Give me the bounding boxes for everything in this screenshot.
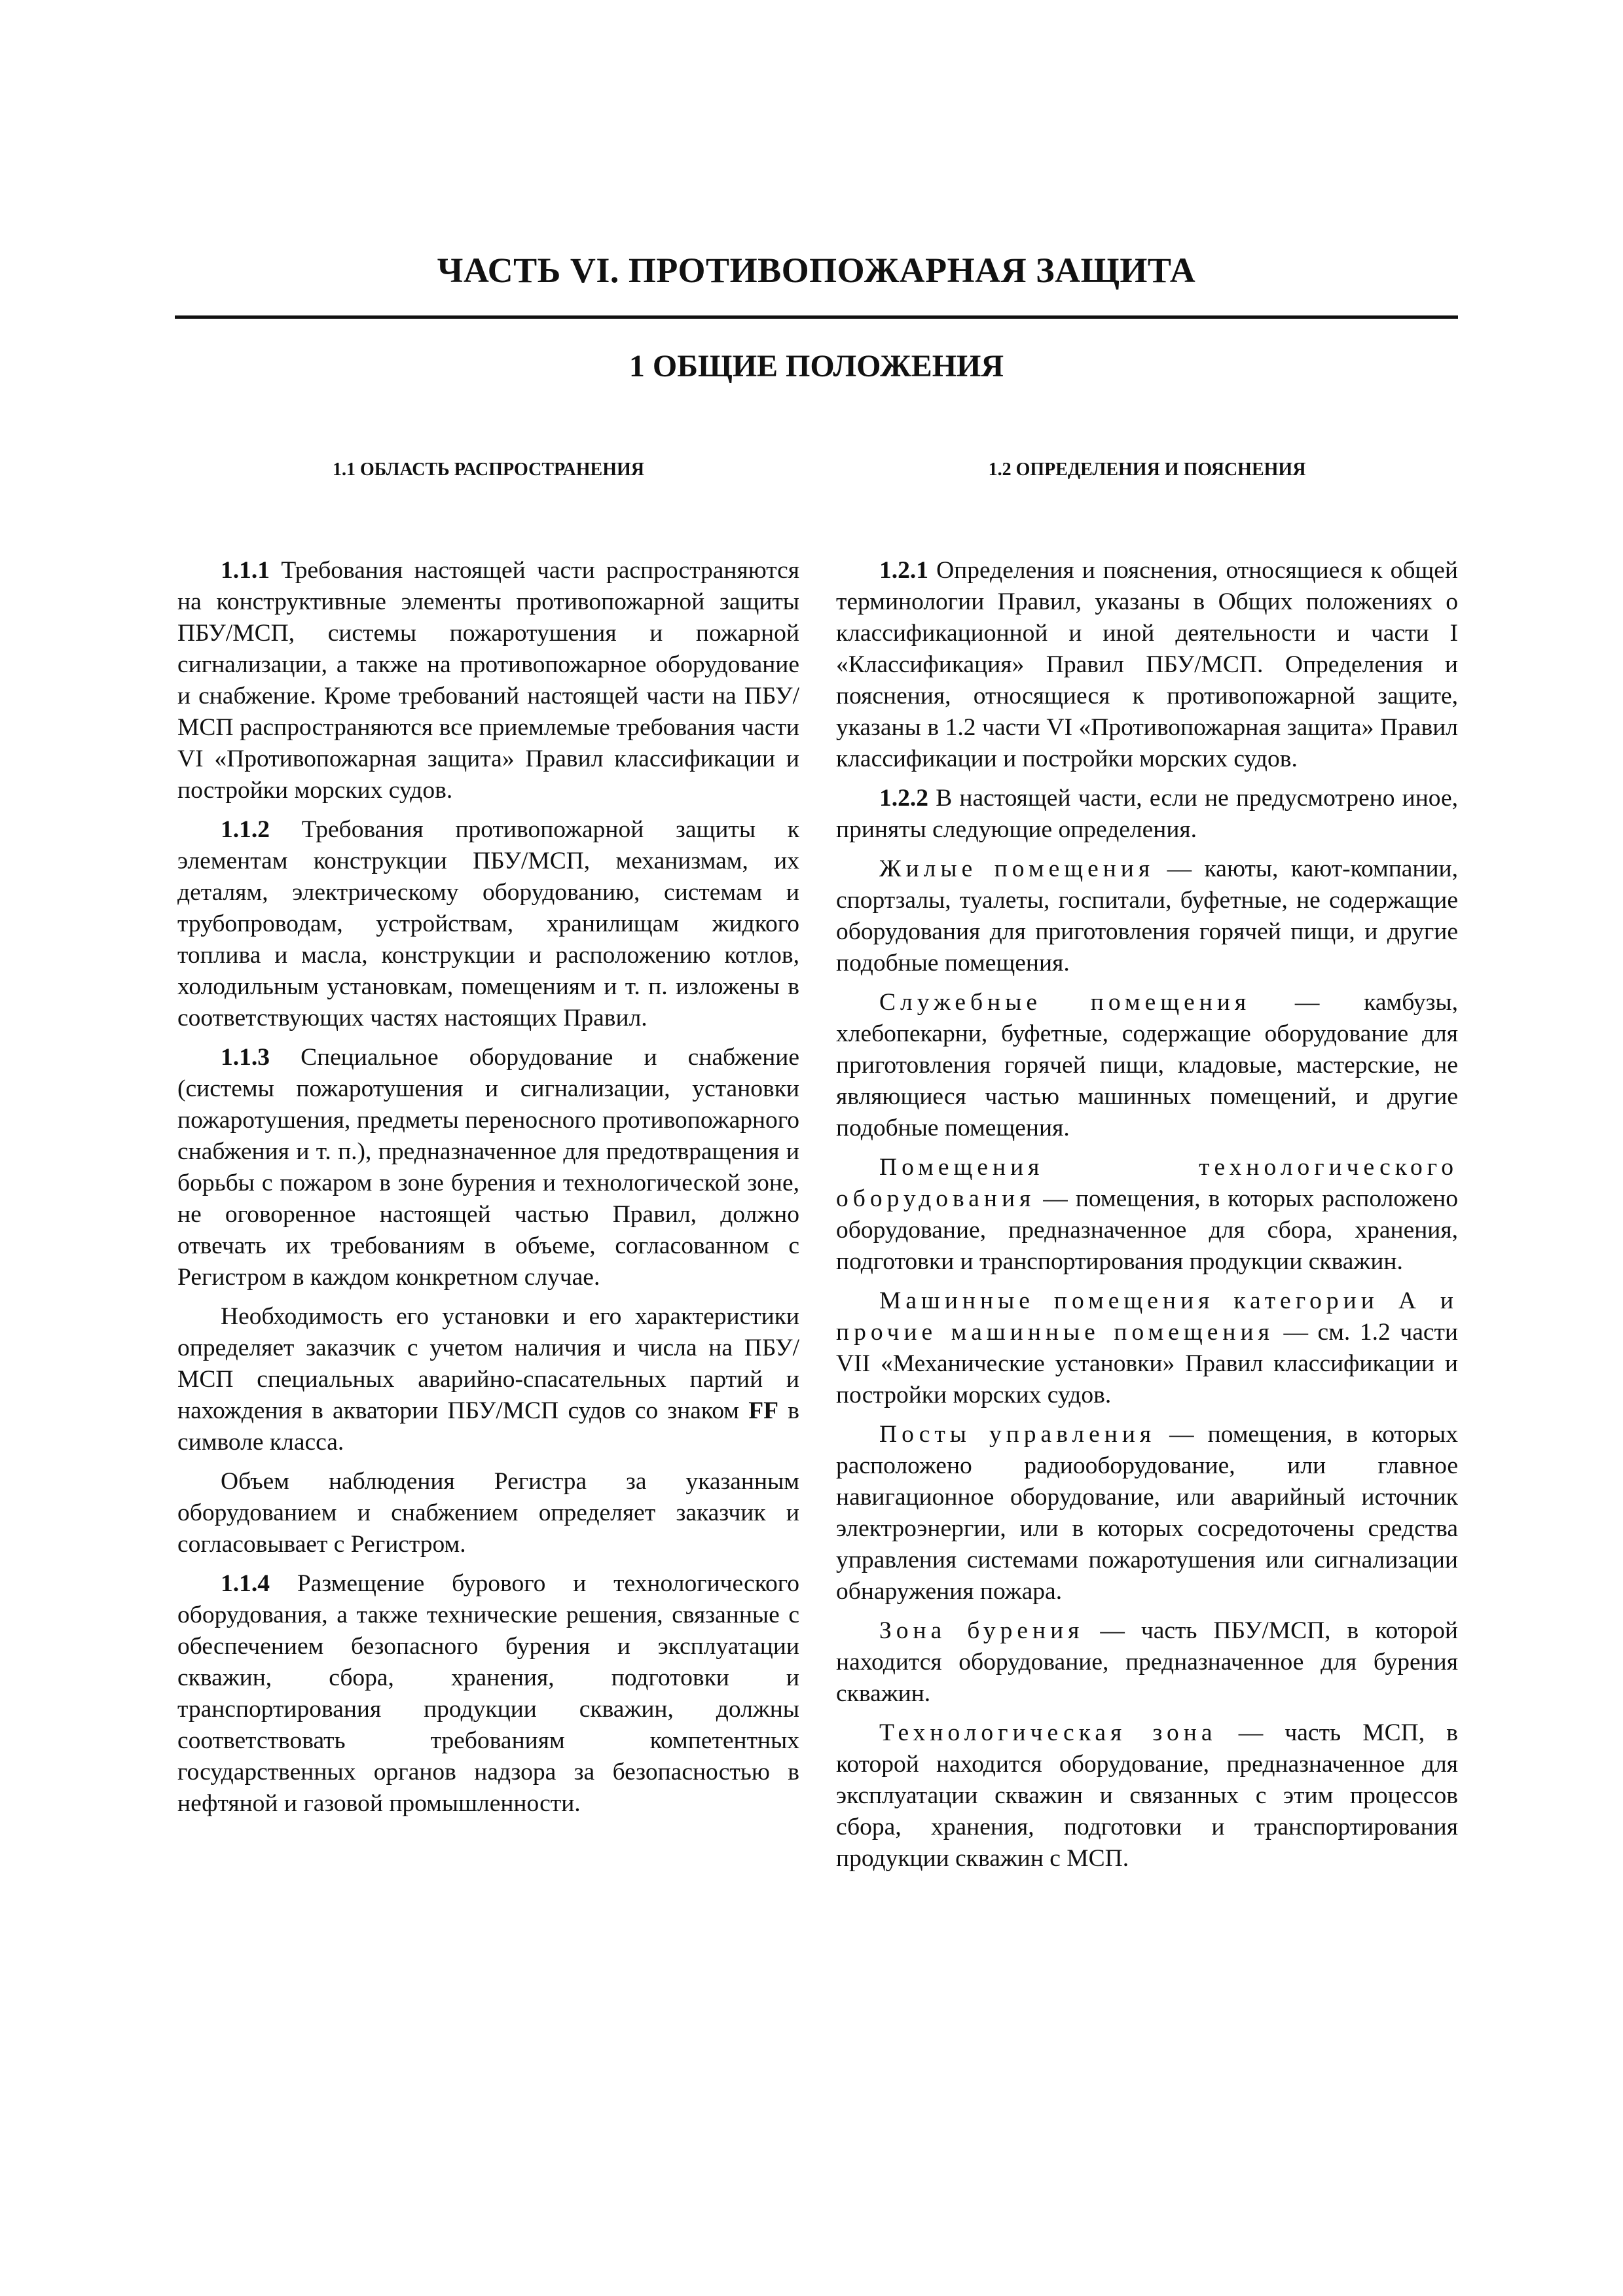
title-rule <box>175 315 1458 319</box>
definition-text: — каюты, кают-компании, спортзалы, туалеты, госпитали, буфетные, не содержащие оборудования для приготовления горячей пищи, и другие подобные помещения. <box>836 855 1459 977</box>
paragraph-text: Специальное оборудование и снабжение (системы пожаротушения и сигнализации, установки пожаротушения, предметы переносного противопожарного снабжения и т. п.), предназначенное для предотвращения и борьбы с пожаром в зоне бурения и технологической зоне, не оговоренное настоящей частью Правил, должно отвечать их требованиям в объеме, согласованном с Регистром в каждом конкретном случае. <box>177 1044 799 1291</box>
clause-number: 1.1.1 <box>221 557 270 584</box>
definition-text: — часть ПБУ/МСП, в которой находится оборудование, предназначенное для бурения скважин. <box>836 1617 1458 1707</box>
definition-term: Помещения технологического оборудования <box>836 1154 1458 1212</box>
definition-text: — помещения, в которых расположено оборудование, предназначенное для сбора, хранения, подготовки и транспортирования продукции скважин. <box>836 1185 1458 1275</box>
definition-term: Жилые помещения <box>879 855 1155 882</box>
paragraph-1-1-3-need <box>177 1301 799 1458</box>
section-heading-1-1: 1.1 ОБЛАСТЬ РАСПРОСТРАНЕНИЯ <box>333 459 644 480</box>
definition-drilling-zone <box>836 1615 1458 1710</box>
definition-process-equipment-spaces <box>836 1152 1458 1278</box>
paragraph-text: В настоящей части, если не предусмотрено иное, приняты следующие определения. <box>836 785 1458 843</box>
paragraph-text: Необходимость его установки и его характеристики определяет заказчик с учетом наличия и числа на ПБУ/МСП специальных аварийно-спасательных партий и нахождения в акватории ПБУ/МСП судов со знаком <box>177 1303 799 1424</box>
paragraph-1-2-2 <box>836 783 1458 846</box>
left-column <box>177 458 799 1827</box>
definition-service-spaces <box>836 987 1458 1144</box>
definition-process-zone <box>836 1717 1458 1874</box>
paragraph-1-1-1 <box>177 555 799 806</box>
paragraph-1-1-4 <box>177 1568 799 1820</box>
clause-number: 1.1.2 <box>221 816 270 843</box>
definition-term: Служебные помещения <box>879 989 1251 1016</box>
definition-term: Технологическая зона <box>879 1719 1217 1746</box>
clause-number: 1.1.4 <box>221 1570 270 1597</box>
paragraph-text: Определения и пояснения, относящиеся к общей терминологии Правил, указаны в Общих положениях о классификационной и иной деятельности и части I «Классификация» Правил ПБУ/МСП. Определения и пояснения, относящиеся к противопожарной защите, указаны в 1.2 части VI «Противопожарная защита» Правил классификации и постройки морских судов. <box>836 557 1458 772</box>
clause-number: 1.2.2 <box>879 785 928 812</box>
definition-control-stations <box>836 1419 1458 1607</box>
clause-number: 1.1.3 <box>221 1044 270 1071</box>
paragraph-text: Требования противопожарной защиты к элементам конструкции ПБУ/МСП, механизмам, их деталям, электрическому оборудованию, системам и трубопроводам, устройствам, хранилищам жидкого топлива и масла, конструкции и расположению котлов, холодильным установкам, помещениям и т. п. изложены в соответствующих частях настоящих Правил. <box>177 816 799 1031</box>
paragraph-1-1-2 <box>177 814 799 1034</box>
definition-text: — см. 1.2 части VII «Механические установки» Правил классификации и постройки морских судов. <box>836 1319 1459 1408</box>
chapter-title: 1 ОБЩИЕ ПОЛОЖЕНИЯ <box>629 349 1004 384</box>
paragraph-1-2-1 <box>836 555 1458 775</box>
clause-number: 1.2.1 <box>879 557 928 584</box>
part-title: ЧАСТЬ VI. ПРОТИВОПОЖАРНАЯ ЗАЩИТА <box>437 251 1196 290</box>
definition-machinery-spaces <box>836 1285 1458 1411</box>
paragraph-1-1-3 <box>177 1042 799 1293</box>
definition-text: — часть МСП, в которой находится оборудование, предназначенное для эксплуатации скважин и связанных с этим процессов сбора, хранения, подготовки и транспортирования продукции скважин с МСП. <box>836 1719 1458 1872</box>
paragraph-text: Требования настоящей части распространяются на конструктивные элементы противопожарной защиты ПБУ/МСП, системы пожаротушения и пожарной сигнализации, а также на противопожарное оборудование и снабжение. Кроме требований настоящей части на ПБУ/МСП распространяются все приемлемые требования части VI «Противопожарная защита» Правил классификации и постройки морских судов. <box>177 557 799 804</box>
class-notation: FF <box>748 1397 779 1424</box>
definition-text: — помещения, в которых расположено радиооборудование, или главное навигационное оборудование, или аварийный источник электроэнергии, или в которых сосредоточены средства управления системами пожаротушения или сигнализации обнаружения пожара. <box>836 1421 1458 1605</box>
paragraph-text: Объем наблюдения Регистра за указанным оборудованием и снабжением определяет заказчик и согласовывает с Регистром. <box>177 1468 799 1558</box>
paragraph-text: в символе класса. <box>177 1397 799 1456</box>
paragraph-text: Размещение бурового и технологического оборудования, а также технические решения, связанные с обеспечением безопасного бурения и эксплуатации скважин, сбора, хранения, подготовки и транспортирования продукции скважин, должны соответствовать требованиям компетентных государственных органов надзора за безопасностью в нефтяной и газовой промышленности. <box>177 1570 799 1817</box>
definition-term: Зона бурения <box>879 1617 1084 1644</box>
definition-accommodation <box>836 853 1458 979</box>
right-column <box>836 458 1458 1882</box>
paragraph-1-1-3-scope <box>177 1466 799 1560</box>
definition-term: Посты управления <box>879 1421 1156 1448</box>
section-heading-1-2: 1.2 ОПРЕДЕЛЕНИЯ И ПОЯСНЕНИЯ <box>988 459 1306 480</box>
definition-term: Машинные помещения категории А и прочие машинные помещения <box>836 1287 1458 1346</box>
definition-text: — камбузы, хлебопекарни, буфетные, содержащие оборудование для приготовления горячей пищи, кладовые, мастерские, не являющиеся частью машинных помещений, и другие подобные помещения. <box>836 989 1458 1141</box>
